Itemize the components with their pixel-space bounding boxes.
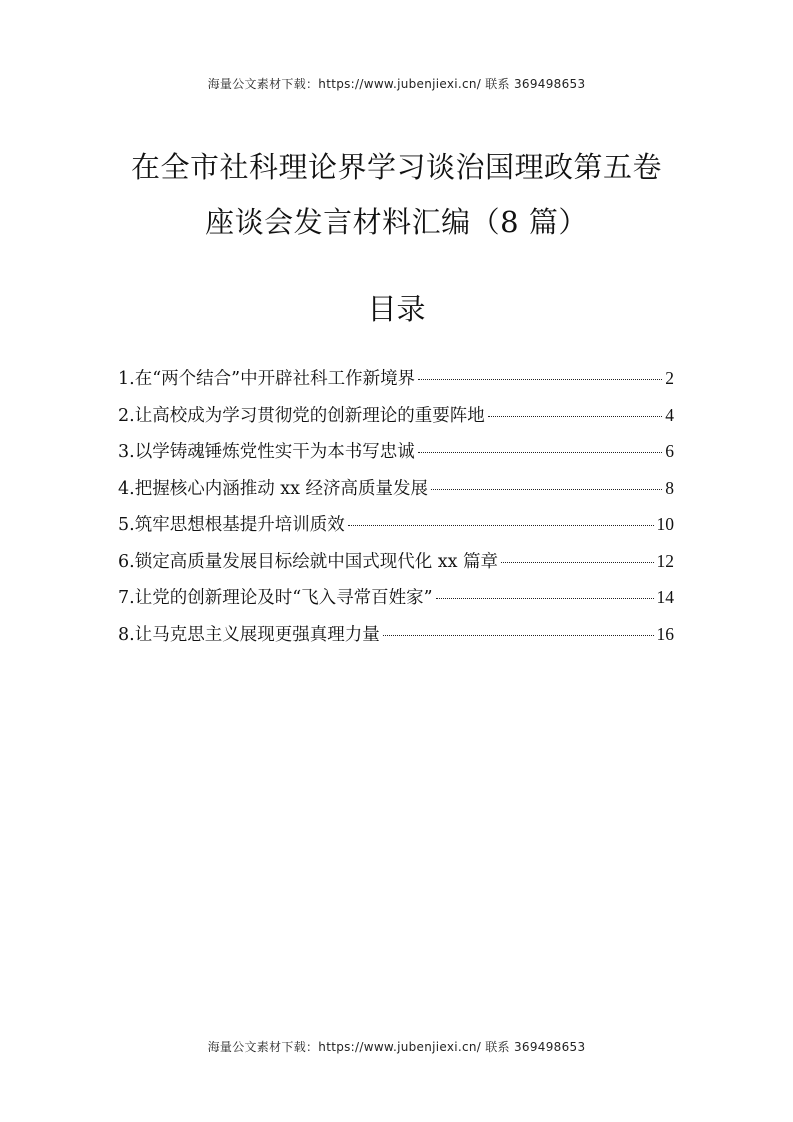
- toc-dot-leader: [383, 635, 654, 636]
- toc-entry-title: 2.让高校成为学习贯彻党的创新理论的重要阵地: [118, 405, 485, 426]
- toc-entry-page-number: 4: [665, 404, 674, 425]
- header-note: 海量公文素材下载：https://www.jubenjiexi.cn/ 联系 369498653: [207, 77, 586, 91]
- toc-entry-8[interactable]: [118, 621, 674, 658]
- document-title-line-1: 在全市社科理论界学习谈治国理政第五卷: [130, 150, 662, 184]
- toc-dot-leader: [348, 525, 654, 526]
- toc-dot-leader: [501, 562, 653, 563]
- toc-entry-page-number: 10: [656, 514, 674, 534]
- toc-entry-page-number: 14: [656, 587, 674, 607]
- toc-entry-2[interactable]: [118, 402, 674, 439]
- toc-entry-title: 6.锁定高质量发展目标绘就中国式现代化 xx 篇章: [118, 551, 499, 572]
- toc-entry-title: 8.让马克思主义展现更强真理力量: [118, 624, 380, 645]
- toc-entry-page-number: 6: [665, 441, 674, 461]
- toc-entry-page-number: 16: [656, 623, 674, 644]
- toc-dot-leader: [418, 452, 663, 453]
- toc-entry-title: 1.在“两个结合”中开辟社科工作新境界: [118, 369, 416, 389]
- toc-entry-page-number: 12: [656, 550, 674, 571]
- toc-dot-leader: [436, 598, 654, 599]
- table-of-contents: [118, 365, 674, 657]
- toc-entry-1[interactable]: [118, 365, 674, 402]
- document-title-line-2: 座谈会发言材料汇编（8 篇）: [205, 205, 588, 239]
- toc-entry-7[interactable]: [118, 584, 674, 621]
- toc-entry-page-number: 2: [665, 368, 674, 388]
- toc-heading: 目录: [367, 292, 426, 326]
- toc-entry-6[interactable]: [118, 548, 674, 585]
- toc-entry-3[interactable]: [118, 438, 674, 475]
- toc-entry-title: 7.让党的创新理论及时“飞入寻常百姓家”: [118, 588, 433, 608]
- toc-entry-page-number: 8: [665, 477, 674, 498]
- toc-dot-leader: [488, 416, 663, 417]
- toc-entry-5[interactable]: [118, 511, 674, 548]
- footer-note: 海量公文素材下载：https://www.jubenjiexi.cn/ 联系 369498653: [207, 1040, 586, 1054]
- toc-entry-title: 5.筑牢思想根基提升培训质效: [118, 515, 345, 535]
- toc-dot-leader: [431, 489, 662, 490]
- toc-entry-4[interactable]: [118, 475, 674, 512]
- toc-dot-leader: [418, 379, 662, 380]
- toc-entry-title: 3.以学铸魂锤炼党性实干为本书写忠诚: [118, 442, 415, 462]
- toc-entry-title: 4.把握核心内涵推动 xx 经济高质量发展: [118, 478, 429, 499]
